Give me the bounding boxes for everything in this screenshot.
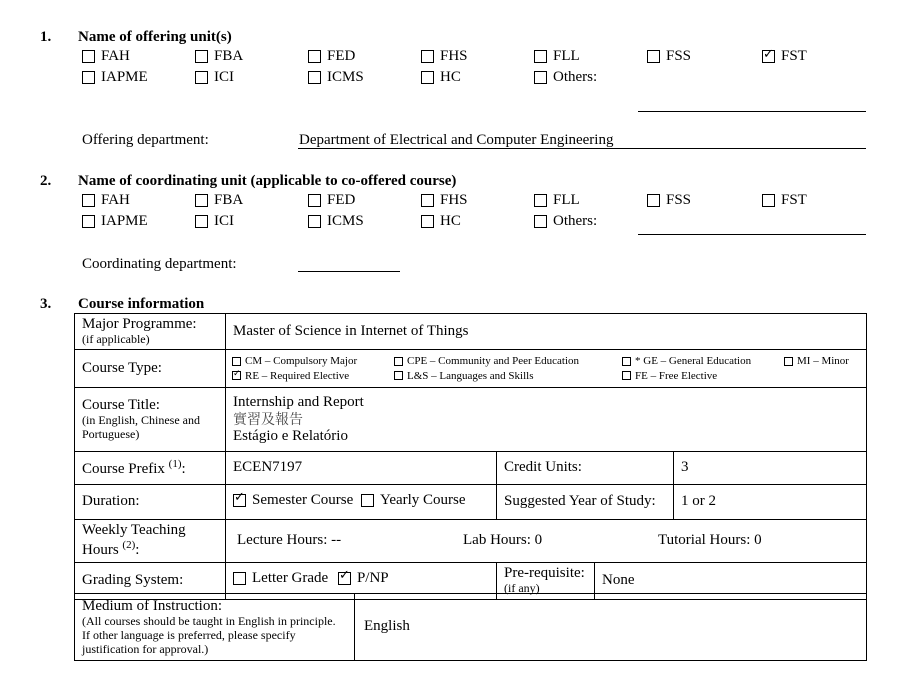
suggested-year-value: 1 or 2	[674, 485, 867, 520]
course-type-label: RE – Required Elective	[245, 369, 350, 382]
course-title-label: Course Title:	[82, 397, 160, 414]
letter-grade-label: Letter Grade	[252, 570, 329, 587]
weekly-hours-row	[75, 520, 867, 563]
offering-unit-checkbox[interactable]	[534, 50, 547, 63]
offering-unit-iapme[interactable]	[82, 69, 148, 86]
yearly-course-checkbox[interactable]	[361, 494, 374, 507]
medium-of-instruction-row	[75, 594, 867, 661]
course-type-label: Course Type:	[75, 350, 226, 388]
coordinating-unit-label: FST	[781, 192, 807, 208]
duration-row	[75, 485, 867, 520]
medium-of-instruction-table	[74, 593, 867, 661]
course-type-option[interactable]	[232, 370, 394, 383]
letter-grade-checkbox[interactable]	[233, 572, 246, 585]
coordinating-unit-label: FSS	[666, 192, 692, 208]
course-type-checkbox[interactable]	[232, 371, 241, 380]
course-type-checkbox[interactable]	[622, 357, 631, 366]
coordinating-unit-checkbox[interactable]	[308, 194, 321, 207]
offering-unit-checkbox[interactable]	[82, 71, 95, 84]
course-type-checkbox[interactable]	[394, 371, 403, 380]
others-input-line-2[interactable]	[638, 234, 866, 235]
offering-unit-fhs[interactable]	[421, 48, 468, 65]
course-prefix-row	[75, 452, 867, 485]
offering-unit-label: FAH	[101, 48, 130, 64]
offering-unit-checkbox[interactable]	[82, 50, 95, 63]
coordinating-unit-checkbox[interactable]	[647, 194, 660, 207]
course-type-option[interactable]	[232, 355, 394, 368]
coordinating-unit-checkbox[interactable]	[762, 194, 775, 207]
medium-label-cell	[75, 594, 355, 661]
coordinating-unit-hc[interactable]	[421, 213, 461, 230]
coordinating-unit-checkbox[interactable]	[421, 194, 434, 207]
offering-unit-checkbox[interactable]	[534, 71, 547, 84]
coordinating-unit-label: Others:	[553, 213, 598, 229]
course-type-label: MI – Minor	[797, 354, 849, 367]
course-type-row	[75, 350, 867, 388]
lecture-hours: Lecture Hours: --	[237, 532, 342, 549]
course-type-checkbox[interactable]	[784, 357, 793, 366]
prerequisite-value: None	[595, 562, 867, 599]
coordinating-unit-checkbox[interactable]	[82, 215, 95, 228]
coordinating-unit-fss[interactable]	[647, 192, 691, 209]
course-type-label: FE – Free Elective	[635, 369, 718, 382]
offering-unit-label: IAPME	[101, 69, 148, 85]
coordinating-unit-label: ICMS	[327, 213, 364, 229]
offering-unit-fss[interactable]	[647, 48, 691, 65]
course-type-checkbox[interactable]	[622, 371, 631, 380]
course-type-checkbox[interactable]	[232, 357, 241, 366]
offering-unit-fah[interactable]	[82, 48, 130, 65]
coordinating-unit-fst[interactable]	[762, 192, 807, 209]
offering-unit-label: FSS	[666, 48, 692, 64]
course-title-row	[75, 388, 867, 452]
tutorial-hours: Tutorial Hours: 0	[658, 532, 762, 549]
weekly-hours-label-cell	[75, 520, 226, 563]
offering-unit-checkbox[interactable]	[308, 50, 321, 63]
offering-unit-checkbox[interactable]	[421, 50, 434, 63]
offering-unit-fba[interactable]	[195, 48, 243, 65]
course-type-option[interactable]	[622, 370, 784, 383]
coordinating-unit-checkbox[interactable]	[82, 194, 95, 207]
weekly-hours-footnote: (2)	[122, 539, 136, 552]
course-type-option[interactable]	[394, 370, 622, 383]
offering-unit-label: ICMS	[327, 69, 364, 85]
major-programme-value: Master of Science in Internet of Things	[226, 314, 867, 350]
medium-label: Medium of Instruction:	[82, 597, 222, 614]
coordinating-unit-label: FHS	[440, 192, 468, 208]
course-prefix-label: Course Prefix	[82, 460, 165, 477]
offering-department-line	[298, 148, 866, 149]
coordinating-unit-iapme[interactable]	[82, 213, 148, 230]
yearly-course-option[interactable]	[361, 492, 466, 509]
offering-unit-fst[interactable]	[762, 48, 807, 65]
duration-options	[226, 485, 497, 520]
course-type-grid	[232, 355, 860, 382]
coordinating-unit-checkbox[interactable]	[308, 215, 321, 228]
section-2-title: Name of coordinating unit (applicable to co-offered course)	[78, 173, 457, 189]
coordinating-unit-checkbox[interactable]	[195, 215, 208, 228]
coordinating-unit-label: IAPME	[101, 213, 148, 229]
coordinating-unit-others[interactable]	[534, 213, 597, 230]
prerequisite-label: Pre-requisite:	[504, 565, 585, 582]
prerequisite-note: (if any)	[504, 581, 540, 596]
weekly-hours-colon: :	[135, 542, 140, 559]
coordinating-unit-ici[interactable]	[195, 213, 234, 230]
suggested-year-label: Suggested Year of Study:	[497, 485, 674, 520]
offering-unit-fll[interactable]	[534, 48, 580, 65]
coordinating-unit-label: FAH	[101, 192, 130, 208]
course-title-en: Internship and Report	[233, 394, 364, 411]
offering-unit-checkbox[interactable]	[195, 71, 208, 84]
section-2-number: 2.	[40, 173, 52, 189]
coordinating-unit-checkbox[interactable]	[421, 215, 434, 228]
course-type-label: L&S – Languages and Skills	[407, 369, 534, 382]
course-prefix-colon: :	[181, 460, 186, 477]
coordinating-unit-label: FLL	[553, 192, 580, 208]
yearly-course-label: Yearly Course	[379, 491, 466, 508]
coordinating-unit-label: FBA	[214, 192, 244, 208]
offering-unit-checkbox[interactable]	[308, 71, 321, 84]
others-input-line[interactable]	[638, 111, 866, 112]
offering-unit-label: FED	[327, 48, 356, 64]
section-3-number: 3.	[40, 296, 52, 312]
coordinating-unit-fah[interactable]	[82, 192, 130, 209]
offering-unit-hc[interactable]	[421, 69, 461, 86]
major-programme-note: (if applicable)	[82, 332, 150, 347]
offering-unit-label: FHS	[440, 48, 468, 64]
offering-unit-label: Others:	[553, 69, 598, 85]
section-1-title: Name of offering unit(s)	[78, 29, 232, 45]
course-title-label-cell	[75, 388, 226, 452]
offering-unit-fed[interactable]	[308, 48, 355, 65]
course-type-option[interactable]	[394, 355, 622, 368]
offering-unit-icms[interactable]	[308, 69, 364, 86]
coordinating-unit-checkbox[interactable]	[534, 215, 547, 228]
pnp-label: P/NP	[356, 570, 389, 587]
offering-unit-label: FST	[781, 48, 807, 64]
offering-unit-checkbox[interactable]	[421, 71, 434, 84]
offering-unit-checkbox[interactable]	[647, 50, 660, 63]
offering-unit-label: FLL	[553, 48, 580, 64]
lab-hours: Lab Hours: 0	[463, 532, 543, 549]
section-3-title: Course information	[78, 296, 205, 312]
course-prefix-label-cell	[75, 452, 226, 485]
coordinating-unit-checkbox[interactable]	[534, 194, 547, 207]
coordinating-department-label: Coordinating department:	[82, 256, 237, 272]
section-1-number: 1.	[40, 29, 52, 45]
weekly-hours-label: Weekly Teaching Hours	[82, 522, 186, 559]
coordinating-department-line[interactable]	[298, 271, 400, 272]
coordinating-unit-label: HC	[440, 213, 461, 229]
course-prefix-value: ECEN7197	[226, 452, 497, 485]
weekly-hours-values	[226, 520, 867, 563]
course-prefix-footnote: (1)	[168, 457, 182, 470]
duration-label: Duration:	[75, 485, 226, 520]
coordinating-unit-fhs[interactable]	[421, 192, 468, 209]
offering-unit-others[interactable]	[534, 69, 597, 86]
semester-course-label: Semester Course	[252, 491, 354, 508]
course-title-zh: 實習及報告	[233, 411, 303, 428]
medium-value: English	[355, 594, 867, 661]
offering-unit-label: ICI	[214, 69, 234, 85]
coordinating-unit-label: ICI	[214, 213, 234, 229]
offering-department-label: Offering department:	[82, 132, 209, 148]
course-type-option[interactable]	[784, 355, 864, 368]
course-title-note: (in English, Chinese and Portuguese)	[82, 413, 200, 442]
coordinating-unit-fba[interactable]	[195, 192, 243, 209]
pnp-checkbox[interactable]	[338, 572, 351, 585]
major-programme-row	[75, 314, 867, 350]
coordinating-unit-fed[interactable]	[308, 192, 355, 209]
offering-unit-ici[interactable]	[195, 69, 234, 86]
course-title-pt: Estágio e Relatório	[233, 427, 348, 444]
course-type-checkbox[interactable]	[394, 357, 403, 366]
semester-course-option[interactable]	[233, 492, 353, 509]
coordinating-unit-label: FED	[327, 192, 356, 208]
major-programme-label: Major Programme:	[82, 316, 197, 332]
coordinating-unit-icms[interactable]	[308, 213, 364, 230]
coordinating-unit-fll[interactable]	[534, 192, 580, 209]
course-type-label: * GE – General Education	[635, 354, 752, 367]
major-programme-label-cell	[75, 314, 226, 350]
course-information-table	[74, 313, 867, 600]
credit-units-value: 3	[674, 452, 867, 485]
course-title-values	[226, 388, 867, 452]
offering-unit-checkbox[interactable]	[195, 50, 208, 63]
offering-unit-label: HC	[440, 69, 461, 85]
course-type-label: CM – Compulsory Major	[245, 354, 358, 367]
credit-units-label: Credit Units:	[497, 452, 674, 485]
course-type-option[interactable]	[622, 355, 784, 368]
course-type-label: CPE – Community and Peer Education	[407, 354, 580, 367]
offering-unit-label: FBA	[214, 48, 244, 64]
pnp-option[interactable]	[338, 570, 389, 587]
letter-grade-option[interactable]	[233, 570, 328, 587]
offering-department-value: Department of Electrical and Computer Engineering	[299, 132, 614, 148]
medium-note: (All courses should be taught in English in principle. If other language is preferred, please specify justification for approval.)	[82, 613, 336, 656]
course-type-options	[226, 350, 867, 388]
coordinating-unit-checkbox[interactable]	[195, 194, 208, 207]
offering-unit-checkbox[interactable]	[762, 50, 775, 63]
semester-course-checkbox[interactable]	[233, 494, 246, 507]
grading-system-label: Grading System:	[75, 562, 226, 599]
